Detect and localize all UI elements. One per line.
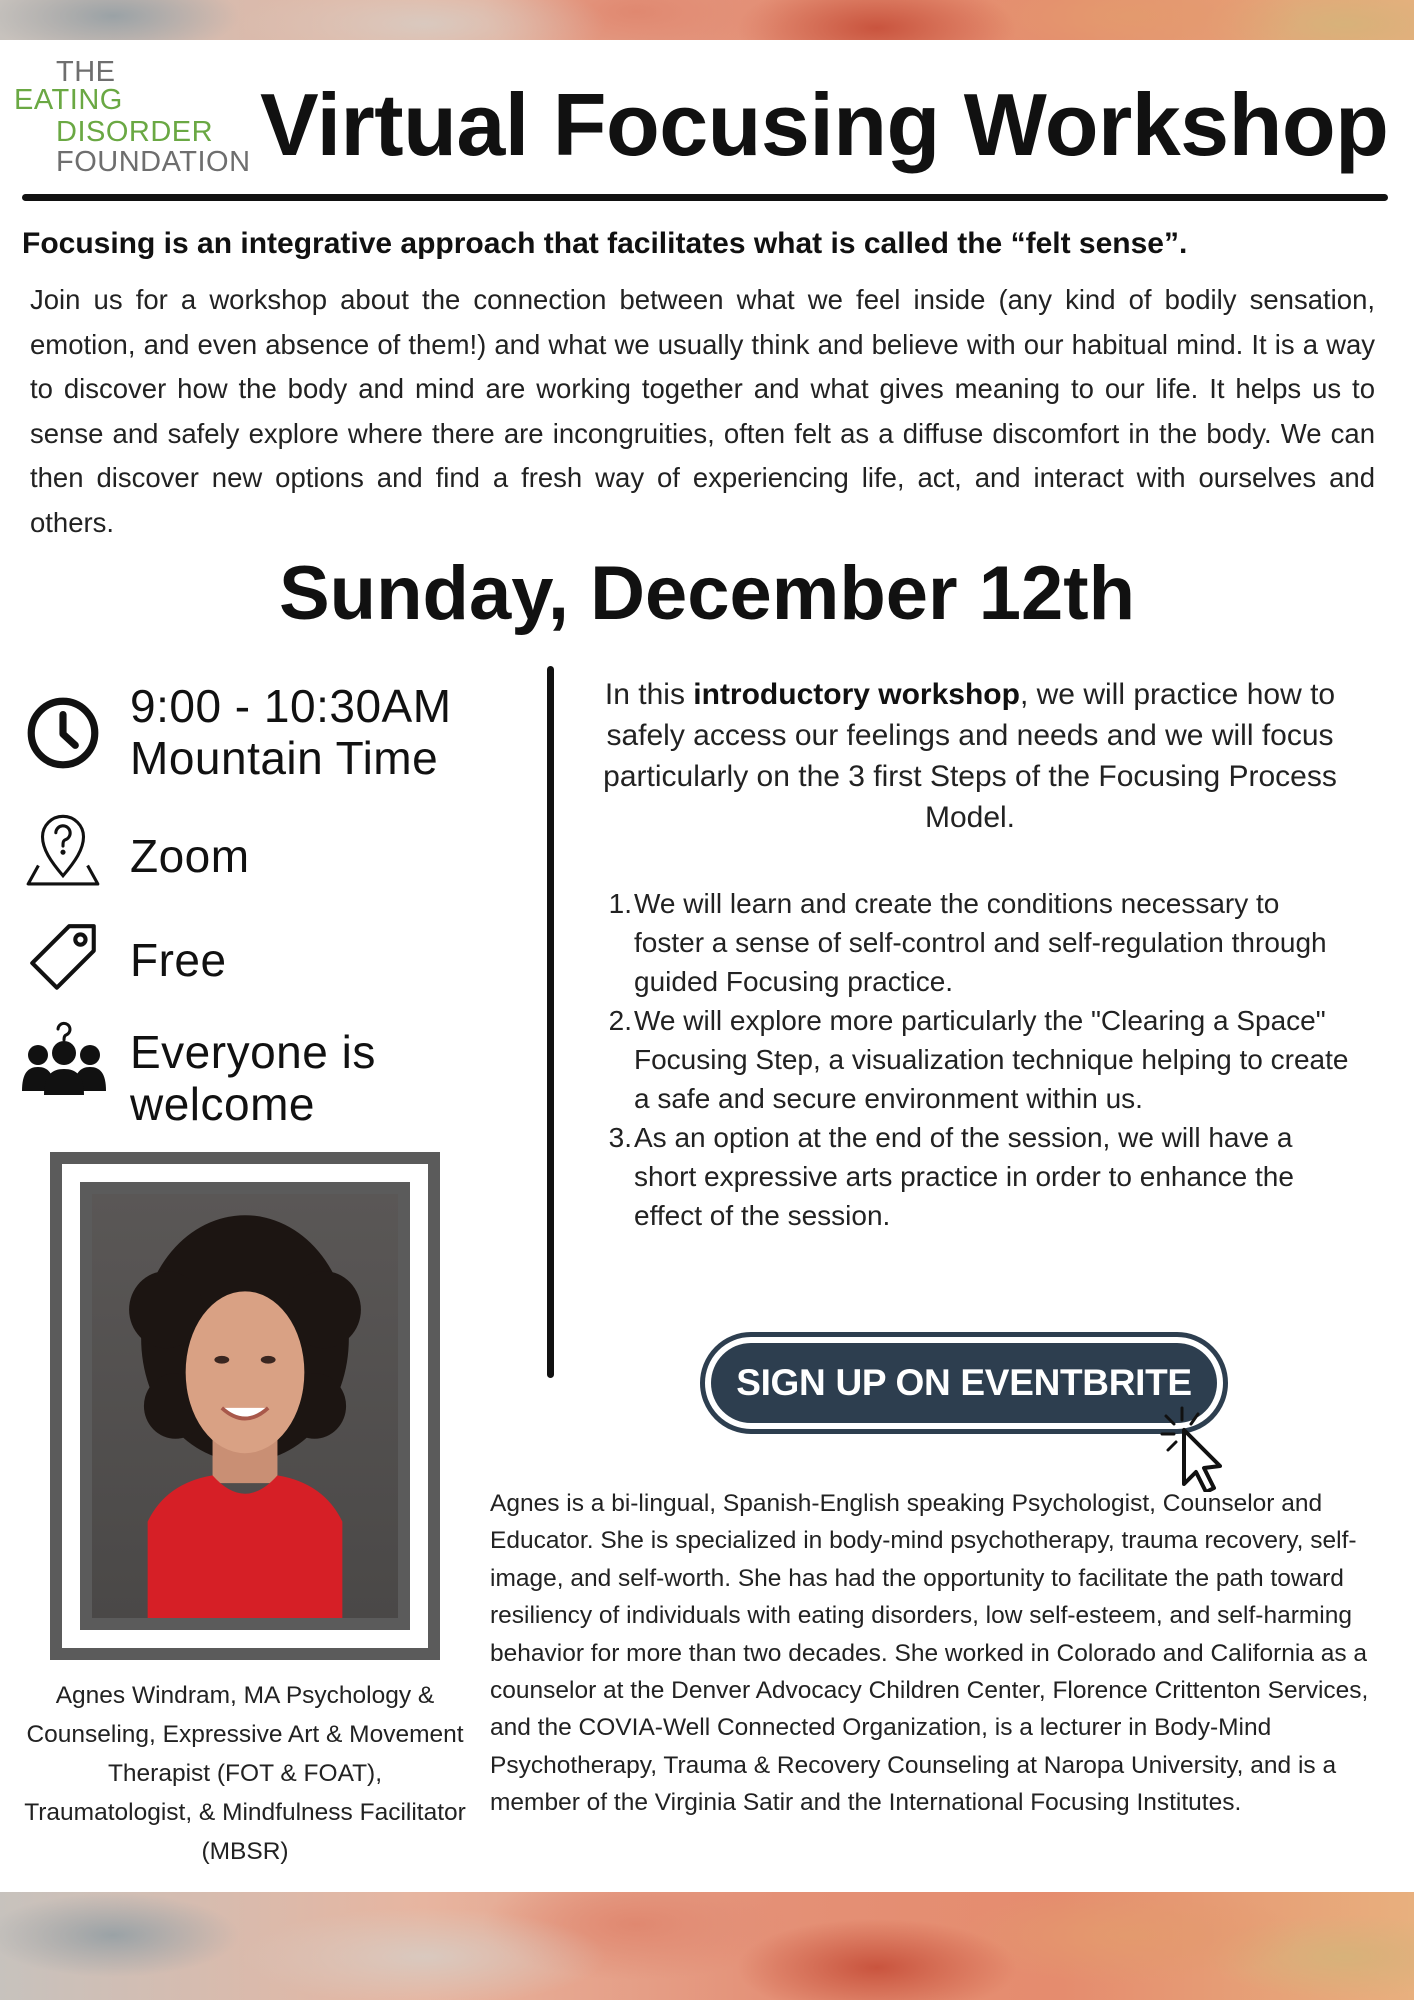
clock-icon [22,692,104,774]
logo-line-eating: EATING [14,84,123,116]
column-divider [547,666,554,1378]
map-pin-icon [22,804,104,886]
list-item: 3. As an option at the end of the session, we will have a short expressive arts practice in order to enhance the effect of the session. [608,1122,1294,1231]
top-decorative-band [0,0,1414,40]
workshop-intro: In this introductory workshop, we will practice how to safely access our feelings and needs and we will focus particularly on the 3 first Steps of the Focusing Process Model. [603,678,1337,834]
price-tag-icon [22,918,104,1000]
event-audience-line2: welcome [130,1078,316,1130]
list-item: 1. We will learn and create the conditions necessary to foster a sense of self-control and self-regulation through guided Focusing practice. [608,888,1327,997]
presenter-photo [92,1194,398,1618]
sign-up-button-label: SIGN UP ON EVENTBRITE [711,1343,1217,1423]
event-time [130,680,452,784]
event-location: Zoom [130,830,250,882]
intro-paragraph: Join us for a workshop about the connection between what we feel inside (any kind of bodily sensation, emotion, and even absence of them!) and what we usually think and believe with our habitual mind. It is a way to discover how the body and mind are working together and what gives meaning to our life. It helps us to sense and safely explore where there are incongruities, often felt as a diffuse discomfort in the body. We can then discover new options and find a fresh way of experiencing life, act, and interact with ourselves and others. [30,284,1375,538]
header-divider [22,194,1388,201]
event-time-line1: 9:00 - 10:30AM [130,680,452,732]
event-time-line2: Mountain Time [130,732,439,784]
presenter-caption: Agnes Windram, MA Psychology & Counseling, Expressive Art & Movement Therapist (FOT & FOAT), Traumatologist, & Mindfulness Facilitator (MBSR) [24,1682,466,1865]
presenter-bio: Agnes is a bi-lingual, Spanish-English speaking Psychologist, Counselor and Educator. She is specialized in body-mind psychotherapy, trauma recovery, self-image, and self-worth. She has had the opportunity to facilitate the path toward resiliency of individuals with eating disorders, low self-esteem, and self-harming behavior for more than two decades. She worked in Colorado and California as a counselor at the Denver Advocacy Children Center, Florence Crittenton Services, and the COVIA-Well Connected Organization, is a lecturer in Body-Mind Psychotherapy, Trauma & Recovery Counseling at Naropa University, and is a member of the Virginia Satir and the International Focusing Institutes. [490,1490,1369,1817]
eating-disorder-foundation-logo [14,56,274,182]
event-audience-line1: Everyone is [130,1026,376,1078]
logo-line-the: THE [56,56,116,88]
page-title: Virtual Focusing Workshop [260,75,1389,174]
pointer-cursor-icon [1160,1404,1230,1492]
logo-line-disorder: DISORDER [56,116,214,148]
people-group-icon [20,1016,108,1098]
sign-up-eventbrite-button[interactable] [700,1332,1228,1434]
event-price: Free [130,934,227,986]
logo-line-foundation: FOUNDATION [56,146,251,178]
workshop-steps-list [576,884,1356,1235]
bottom-decorative-band [0,1892,1414,2000]
tagline: Focusing is an integrative approach that facilitates what is called the “felt sense”. [22,227,1188,260]
workshop-intro-emphasis: introductory workshop [693,678,1020,711]
list-item: 2. We will explore more particularly the "Clearing a Space" Focusing Step, a visualization technique helping to create a safe and secure environment within us. [608,1005,1349,1114]
event-audience [130,1026,376,1130]
presenter-photo-frame [50,1152,440,1660]
event-date: Sunday, December 12th [278,551,1135,636]
